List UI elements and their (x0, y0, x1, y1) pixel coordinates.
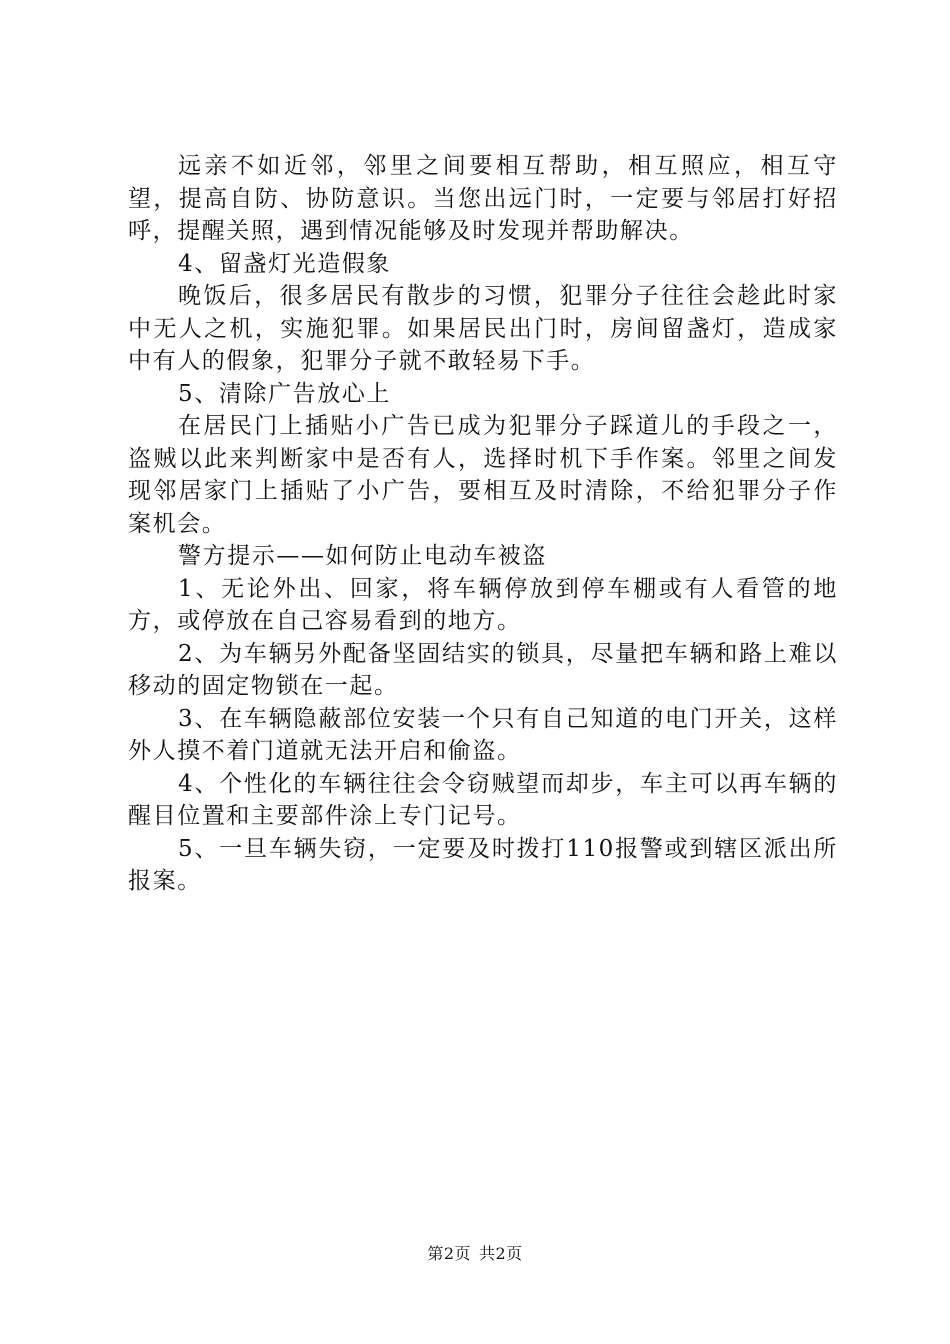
list-item-ebike-tip-1: 1、无论外出、回家，将车辆停放到停车棚或有人看管的地方，或停放在自己容易看到的地方。 (128, 575, 838, 634)
list-item-ebike-tip-4: 4、个性化的车辆往往会令窃贼望而却步，车主可以再车辆的醒目位置和主要部件涂上专门记号。 (128, 770, 838, 829)
page-total: 共2页 (479, 1244, 523, 1263)
page-footer (0, 1243, 950, 1265)
section-heading-leave-light-on: 4、留盏灯光造假象 (178, 250, 392, 277)
page-number: 第2页 (427, 1244, 471, 1263)
document-body (128, 150, 838, 898)
list-item-ebike-tip-5: 5、一旦车辆失窃，一定要及时拨打110报警或到辖区派出所报案。 (128, 835, 838, 894)
section-heading-remove-ads: 5、清除广告放心上 (178, 380, 392, 407)
paragraph-neighbors: 远亲不如近邻，邻里之间要相互帮助，相互照应，相互守望，提高自防、协防意识。当您出远门时，一定要与邻居打好招呼，提醒关照，遇到情况能够及时发现并帮助解决。 (128, 153, 838, 244)
paragraph-leave-light-on: 晚饭后，很多居民有散步的习惯，犯罪分子往往会趁此时家中无人之机，实施犯罪。如果居民出门时，房间留盏灯，造成家中有人的假象，犯罪分子就不敢轻易下手。 (128, 283, 838, 374)
paragraph-remove-ads: 在居民门上插贴小广告已成为犯罪分子踩道儿的手段之一，盗贼以此来判断家中是否有人，选择时机下手作案。邻里之间发现邻居家门上插贴了小广告，要相互及时清除，不给犯罪分子作案机会。 (128, 413, 838, 537)
list-item-ebike-tip-2: 2、为车辆另外配备坚固结实的锁具，尽量把车辆和路上难以移动的固定物锁在一起。 (128, 640, 838, 699)
section-title-ebike-theft: 警方提示——如何防止电动车被盗 (178, 543, 547, 569)
list-item-ebike-tip-3: 3、在车辆隐蔽部位安装一个只有自己知道的电门开关，这样外人摸不着门道就无法开启和偷盗。 (128, 705, 838, 764)
